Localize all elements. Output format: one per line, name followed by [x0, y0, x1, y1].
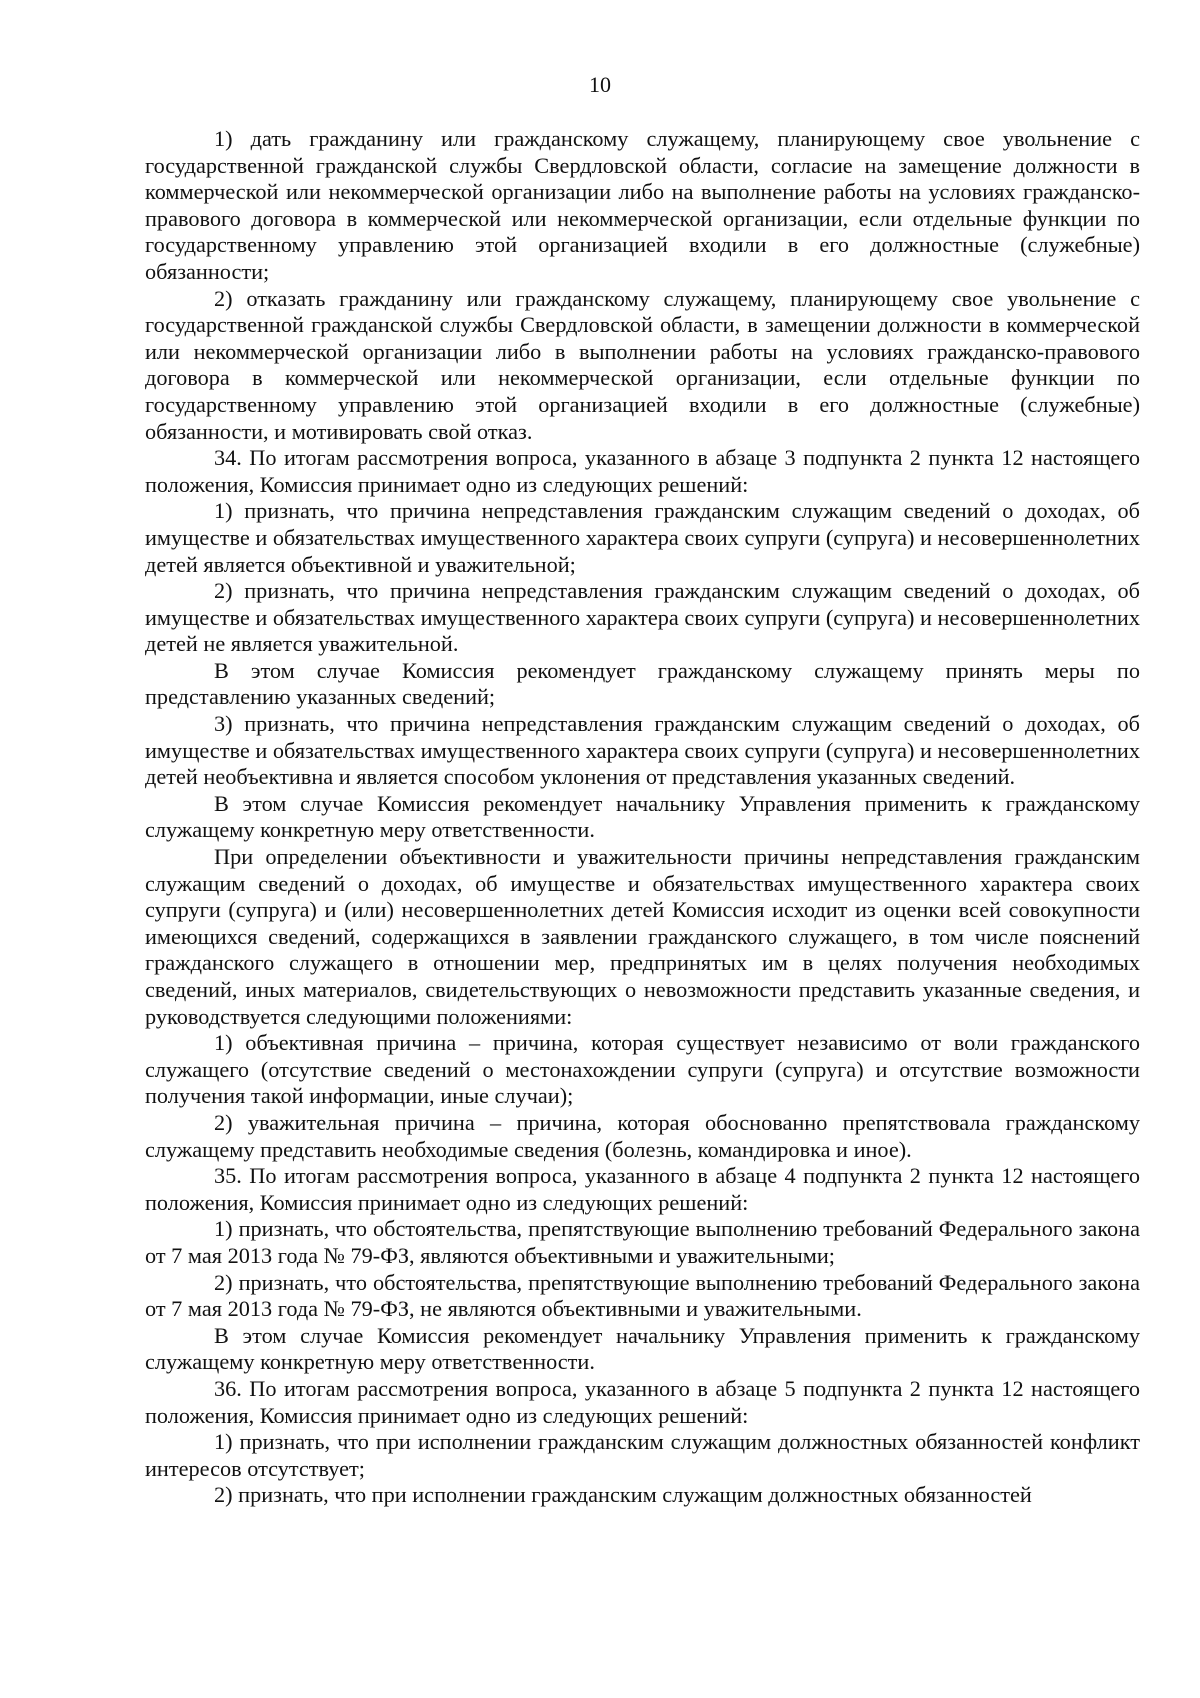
document-body	[145, 126, 1140, 1509]
paragraph-item-34: 34. По итогам рассмотрения вопроса, указанного в абзаце 3 подпункта 2 пункта 12 настоящего положения, Комиссия принимает одно из следующих решений:	[145, 445, 1140, 497]
page-number: 10	[589, 72, 611, 97]
paragraph-item-36: 36. По итогам рассмотрения вопроса, указанного в абзаце 5 подпункта 2 пункта 12 настоящего положения, Комиссия принимает одно из следующих решений:	[145, 1375, 1140, 1428]
paragraph-36-decision-1: 1) признать, что при исполнении гражданским служащим должностных обязанностей конфликт интересов отсутствует;	[145, 1429, 1140, 1481]
paragraph-34-decision-2: 2) признать, что причина непредставления гражданским служащим сведений о доходах, об имуществе и обязательствах имущественного характера своих супруги (супруга) и несовершеннолетних детей не является уважительной.	[145, 578, 1140, 657]
paragraph-34-recommendation-2: В этом случае Комиссия рекомендует начальнику Управления применить к гражданскому служащему конкретную меру ответственности.	[145, 790, 1140, 843]
paragraph-refusal: 2) отказать гражданину или гражданскому служащему, планирующему свое увольнение с государственной гражданской службы Свердловской области, в замещении должности в коммерческой или некоммерческой организации либо в выполнении работы на условиях гражданско-правового договора в коммерческой или некоммерческой организации, если отдельные функции по государственному управлению этой организацией входили в его должностные (служебные) обязанности, и мотивировать свой отказ.	[145, 285, 1140, 444]
paragraph-34-decision-3: 3) признать, что причина непредставления гражданским служащим сведений о доходах, об имуществе и обязательствах имущественного характера своих супруги (супруга) и несовершеннолетних детей необъективна и является способом уклонения от представления указанных сведений.	[145, 711, 1140, 790]
paragraph-objective-reason: 1) объективная причина – причина, которая существует независимо от воли гражданского служащего (отсутствие сведений о местонахождении супруги (супруга) и отсутствие возможности получения такой информации, иные случаи);	[145, 1030, 1140, 1109]
paragraph-objectivity-criteria: При определении объективности и уважительности причины непредставления гражданским служащим сведений о доходах, об имуществе и обязательствах имущественного характера своих супруги (супруга) и (или) несовершеннолетних детей Комиссия исходит из оценки всей совокупности имеющихся сведений, содержащихся в заявлении гражданского служащего, в том числе пояснений гражданского служащего в отношении мер, предпринятых им в целях получения необходимых сведений, иных материалов, свидетельствующих о невозможности представить указанные сведения, и руководствуется следующими положениями:	[145, 844, 1140, 1029]
paragraph-valid-reason: 2) уважительная причина – причина, которая обоснованно препятствовала гражданскому служащему представить необходимые сведения (болезнь, командировка и иное).	[145, 1109, 1140, 1162]
paragraph-35-decision-2: 2) признать, что обстоятельства, препятствующие выполнению требований Федерального закона от 7 мая 2013 года № 79-ФЗ, не являются объективными и уважительными.	[145, 1269, 1140, 1322]
paragraph-34-recommendation-1: В этом случае Комиссия рекомендует гражданскому служащему принять меры по представлению указанных сведений;	[145, 657, 1140, 710]
paragraph-34-decision-1: 1) признать, что причина непредставления гражданским служащим сведений о доходах, об имуществе и обязательствах имущественного характера своих супруги (супруга) и несовершеннолетних детей является объективной и уважительной;	[145, 498, 1140, 577]
paragraph-35-recommendation: В этом случае Комиссия рекомендует начальнику Управления применить к гражданскому служащему конкретную меру ответственности.	[145, 1322, 1140, 1375]
paragraph-35-decision-1: 1) признать, что обстоятельства, препятствующие выполнению требований Федерального закона от 7 мая 2013 года № 79-ФЗ, являются объективными и уважительными;	[145, 1216, 1140, 1268]
paragraph-consent: 1) дать гражданину или гражданскому служащему, планирующему свое увольнение с государственной гражданской службы Свердловской области, согласие на замещение должности в коммерческой или некоммерческой организации либо на выполнение работы на условиях гражданско-правового договора в коммерческой или некоммерческой организации, если отдельные функции по государственному управлению этой организацией входили в его должностные (служебные) обязанности;	[145, 126, 1140, 284]
paragraph-item-35: 35. По итогам рассмотрения вопроса, указанного в абзаце 4 подпункта 2 пункта 12 настоящего положения, Комиссия принимает одно из следующих решений:	[145, 1163, 1140, 1215]
paragraph-36-decision-2: 2) признать, что при исполнении гражданским служащим должностных обязанностей	[214, 1482, 1032, 1508]
